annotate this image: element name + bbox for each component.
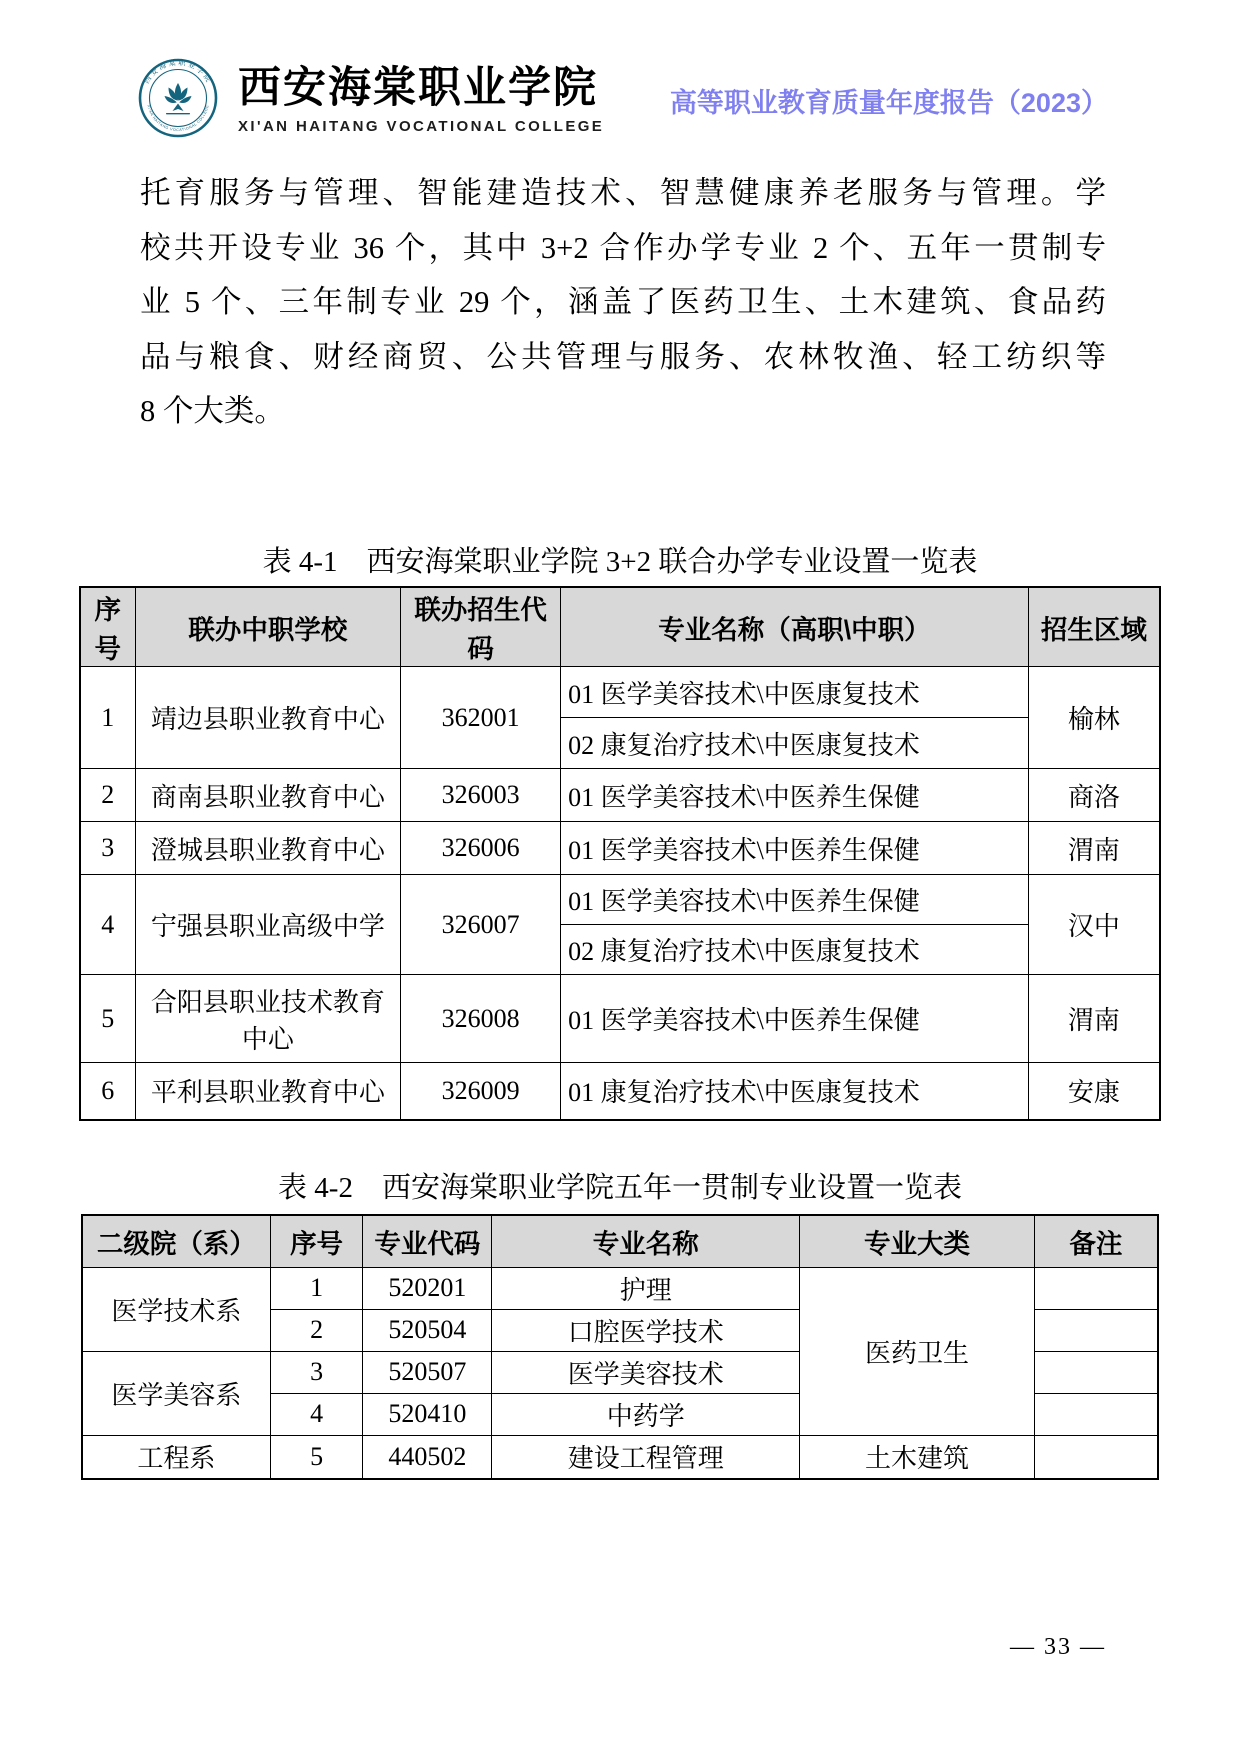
- paragraph-line: 品与粮食、财经商贸、公共管理与服务、农林牧渔、轻工纺织等: [140, 339, 1106, 374]
- cell-region: 渭南: [1028, 975, 1160, 1063]
- header-cell-school: 联办中职学校: [135, 587, 401, 667]
- cell-major-name: 医学美容技术: [492, 1351, 800, 1393]
- header-cell-note: 备注: [1034, 1215, 1158, 1267]
- college-brand: [238, 66, 604, 135]
- cell-serial: 4: [80, 875, 135, 975]
- cell-serial: 6: [80, 1063, 135, 1120]
- body-paragraph: [140, 166, 1106, 439]
- table-row: [80, 667, 1160, 718]
- header-cell-serial: 序号: [80, 587, 135, 667]
- table-4-1-title: 表 4-1 西安海棠职业学院 3+2 联合办学专业设置一览表: [262, 546, 978, 578]
- table-4-1: [79, 586, 1161, 1121]
- header-cell-serial: 序号: [270, 1215, 363, 1267]
- cell-school: 宁强县职业高级中学: [135, 875, 401, 975]
- paragraph-line: 业 5 个、三年制专业 29 个，涵盖了医药卫生、土木建筑、食品药: [140, 285, 1106, 319]
- header-cell-major-name: 专业名称: [492, 1215, 800, 1267]
- cell-note: [1034, 1309, 1158, 1351]
- cell-major: 02 康复治疗技术\中医康复技术: [561, 718, 1029, 769]
- cell-major-name: 口腔医学技术: [492, 1309, 800, 1351]
- cell-major-name: 中药学: [492, 1393, 800, 1435]
- cell-code: 326006: [401, 822, 561, 875]
- cell-major-code: 520507: [363, 1351, 492, 1393]
- table-row: [80, 822, 1160, 875]
- cell-serial: 5: [80, 975, 135, 1063]
- college-name-cn: 西安海棠职业学院: [238, 64, 598, 112]
- college-seal-icon: [138, 58, 218, 138]
- table-4-2: [81, 1214, 1159, 1480]
- cell-code: 326003: [401, 769, 561, 822]
- college-seal-logo: [138, 58, 218, 143]
- table-row: [82, 1267, 1158, 1309]
- table-row: [80, 875, 1160, 925]
- cell-major-code: 520504: [363, 1309, 492, 1351]
- document-header: [138, 58, 1108, 143]
- cell-major: 01 医学美容技术\中医康复技术: [561, 667, 1029, 718]
- table-header-row: [80, 587, 1160, 667]
- cell-code: 326007: [401, 875, 561, 975]
- table-row: [82, 1435, 1158, 1479]
- report-title: 高等职业教育质量年度报告（2023）: [669, 88, 1108, 118]
- table-row: [80, 1063, 1160, 1120]
- cell-category: 土木建筑: [800, 1435, 1035, 1479]
- cell-serial: 3: [80, 822, 135, 875]
- cell-region: 汉中: [1028, 875, 1160, 975]
- cell-serial: 1: [270, 1267, 363, 1309]
- cell-serial: 1: [80, 667, 135, 769]
- cell-serial: 2: [270, 1309, 363, 1351]
- cell-serial: 3: [270, 1351, 363, 1393]
- cell-major-name: 建设工程管理: [492, 1435, 800, 1479]
- cell-note: [1034, 1267, 1158, 1309]
- cell-note: [1034, 1351, 1158, 1393]
- cell-region: 渭南: [1028, 822, 1160, 875]
- cell-major: 01 医学美容技术\中医养生保健: [561, 875, 1029, 925]
- cell-note: [1034, 1393, 1158, 1435]
- cell-school: 靖边县职业教育中心: [135, 667, 401, 769]
- cell-major: 01 康复治疗技术\中医康复技术: [561, 1063, 1029, 1120]
- page-number: — 33 —: [1010, 1634, 1106, 1660]
- cell-major-code: 520201: [363, 1267, 492, 1309]
- cell-serial: 5: [270, 1435, 363, 1479]
- cell-category: 医药卫生: [800, 1267, 1035, 1435]
- cell-department: 工程系: [82, 1435, 270, 1479]
- table-row: [80, 769, 1160, 822]
- cell-code: 326008: [401, 975, 561, 1063]
- header-cell-department: 二级院（系）: [82, 1215, 270, 1267]
- paragraph-line: 校共开设专业 36 个，其中 3+2 合作办学专业 2 个、五年一贯制专: [140, 230, 1106, 265]
- cell-code: 362001: [401, 667, 561, 769]
- header-cell-major-code: 专业代码: [363, 1215, 492, 1267]
- svg-text:西安海棠职业学院: 西安海棠职业学院: [141, 58, 215, 86]
- cell-serial: 4: [270, 1393, 363, 1435]
- cell-major: 01 医学美容技术\中医养生保健: [561, 975, 1029, 1063]
- header-cell-region: 招生区域: [1028, 587, 1160, 667]
- header-cell-code: 联办招生代码: [401, 587, 561, 667]
- table-4-2-title: 表 4-2 西安海棠职业学院五年一贯制专业设置一览表: [278, 1172, 962, 1204]
- cell-major-code: 440502: [363, 1435, 492, 1479]
- cell-school: 澄城县职业教育中心: [135, 822, 401, 875]
- cell-department: 医学美容系: [82, 1351, 270, 1435]
- header-cell-major: 专业名称（高职\中职）: [561, 587, 1029, 667]
- table-row: [80, 975, 1160, 1063]
- svg-text:XI'AN HAITANG VOCATIONAL COLLE: XI'AN HAITANG VOCATIONAL COLLEGE: [146, 104, 210, 133]
- cell-major: 02 康复治疗技术\中医康复技术: [561, 925, 1029, 975]
- cell-major: 01 医学美容技术\中医养生保健: [561, 822, 1029, 875]
- header-cell-category: 专业大类: [800, 1215, 1035, 1267]
- cell-serial: 2: [80, 769, 135, 822]
- cell-region: 安康: [1028, 1063, 1160, 1120]
- cell-major: 01 医学美容技术\中医养生保健: [561, 769, 1029, 822]
- cell-note: [1034, 1435, 1158, 1479]
- cell-region: 榆林: [1028, 667, 1160, 769]
- cell-department: 医学技术系: [82, 1267, 270, 1351]
- cell-school: 合阳县职业技术教育中心: [135, 975, 401, 1063]
- cell-major-code: 520410: [363, 1393, 492, 1435]
- paragraph-line: 8 个大类。: [140, 394, 285, 428]
- table-header-row: [82, 1215, 1158, 1267]
- cell-region: 商洛: [1028, 769, 1160, 822]
- cell-major-name: 护理: [492, 1267, 800, 1309]
- paragraph-line: 托育服务与管理、智能建造技术、智慧健康养老服务与管理。学: [140, 176, 1106, 210]
- college-name-en: XI'AN HAITANG VOCATIONAL COLLEGE: [238, 118, 605, 136]
- cell-school: 平利县职业教育中心: [135, 1063, 401, 1120]
- cell-school: 商南县职业教育中心: [135, 769, 401, 822]
- cell-code: 326009: [401, 1063, 561, 1120]
